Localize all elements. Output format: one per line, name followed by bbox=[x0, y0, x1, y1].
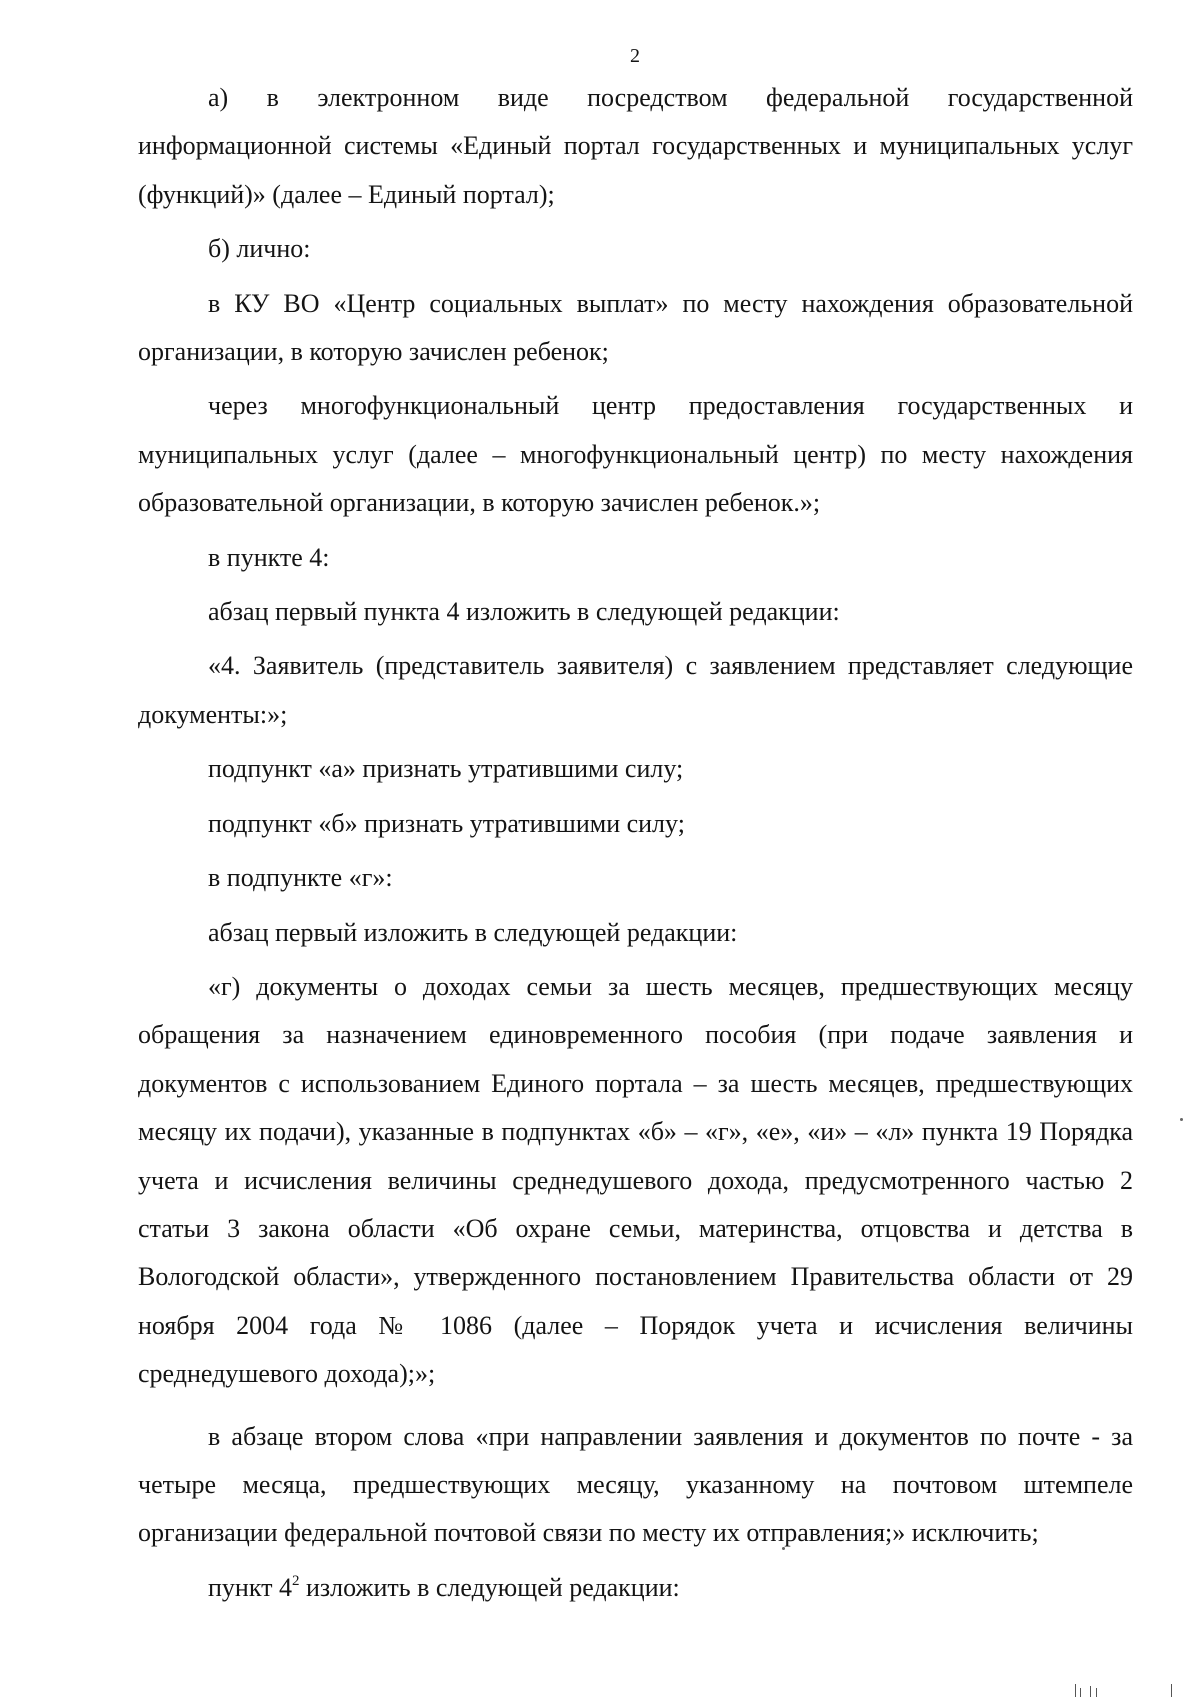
paragraph-first-paragraph-new-edition: абзац первый изложить в следующей редакции: bbox=[208, 917, 738, 947]
page-number: 2 bbox=[630, 45, 640, 67]
paragraph-b-in-person: б) лично: bbox=[208, 234, 311, 264]
paragraph-subpoint-g-text: «г) документы о доходах семьи за шесть месяцев, предшествующих месяцу обращения за назначением единовременного пособия (при подаче заявления и документов с использованием Единого портала – за шесть месяцев, предшествующих месяцу их подачи), указанные в подпунктах «б» – «г», «е», «и» – «л» пункта 19 Порядка учета и исчисления величины среднедушевого дохода, предусмотренного частью 2 статьи 3 закона области «Об охране семьи, материнства, отцовства и детства в Вологодской области», утвержденного постановлением Правительства области от 29 ноября 2004 года № 1086 (далее – Порядок учета и исчисления величины среднедушевого дохода);»; bbox=[138, 971, 1133, 1389]
paragraph-first-of-point-4: абзац первый пункта 4 изложить в следующей редакции: bbox=[208, 597, 840, 627]
paragraph-in-point-4: в пункте 4: bbox=[208, 542, 330, 572]
paragraph-second-paragraph-exclude: в абзаце втором слова «при направлении заявления и документов по почте - за четыре месяца, предшествующих месяцу, указанному на почтовом штемпеле организации федеральной почтовой связи по месту их отправления;» исключить; bbox=[138, 1421, 1133, 1548]
scan-artifact bbox=[1096, 1688, 1097, 1697]
scan-artifact bbox=[1171, 1684, 1172, 1697]
scan-artifact bbox=[1090, 1686, 1091, 1697]
scan-artifact bbox=[782, 1547, 785, 1550]
paragraph-subpoint-a-void: подпункт «а» признать утратившими силу; bbox=[208, 754, 684, 784]
paragraph-a-electronic: а) в электронном виде посредством федеральной государственной информационной системы «Единый портал государственных и муниципальных услуг (функций)» (далее – Единый портал); bbox=[138, 83, 1133, 209]
paragraph-point-4-2 bbox=[138, 1564, 1133, 1616]
document-body bbox=[138, 74, 1133, 1616]
paragraph-in-subpoint-g: в подпункте «г»: bbox=[208, 863, 393, 893]
scan-artifact bbox=[1080, 1688, 1081, 1697]
point-4-2-suffix: изложить в следующей редакции: bbox=[299, 1572, 680, 1602]
paragraph-center-social-payments: в КУ ВО «Центр социальных выплат» по месту нахождения образовательной организации, в которую зачислен ребенок; bbox=[138, 288, 1133, 367]
point-superscript: 2 bbox=[291, 1572, 300, 1589]
point-4-2-prefix: пункт 4 bbox=[208, 1572, 292, 1602]
scan-artifact bbox=[1075, 1684, 1076, 1697]
scan-artifact bbox=[1180, 1118, 1183, 1121]
paragraph-subpoint-b-void: подпункт «б» признать утратившими силу; bbox=[208, 808, 685, 838]
paragraph-new-point-4-text: «4. Заявитель (представитель заявителя) с заявлением представляет следующие документы:»; bbox=[138, 651, 1133, 729]
paragraph-mfc: через многофункциональный центр предоставления государственных и муниципальных услуг (далее – многофункциональный центр) по месту нахождения образовательной организации, в которую зачислен ребенок.»; bbox=[138, 391, 1133, 518]
